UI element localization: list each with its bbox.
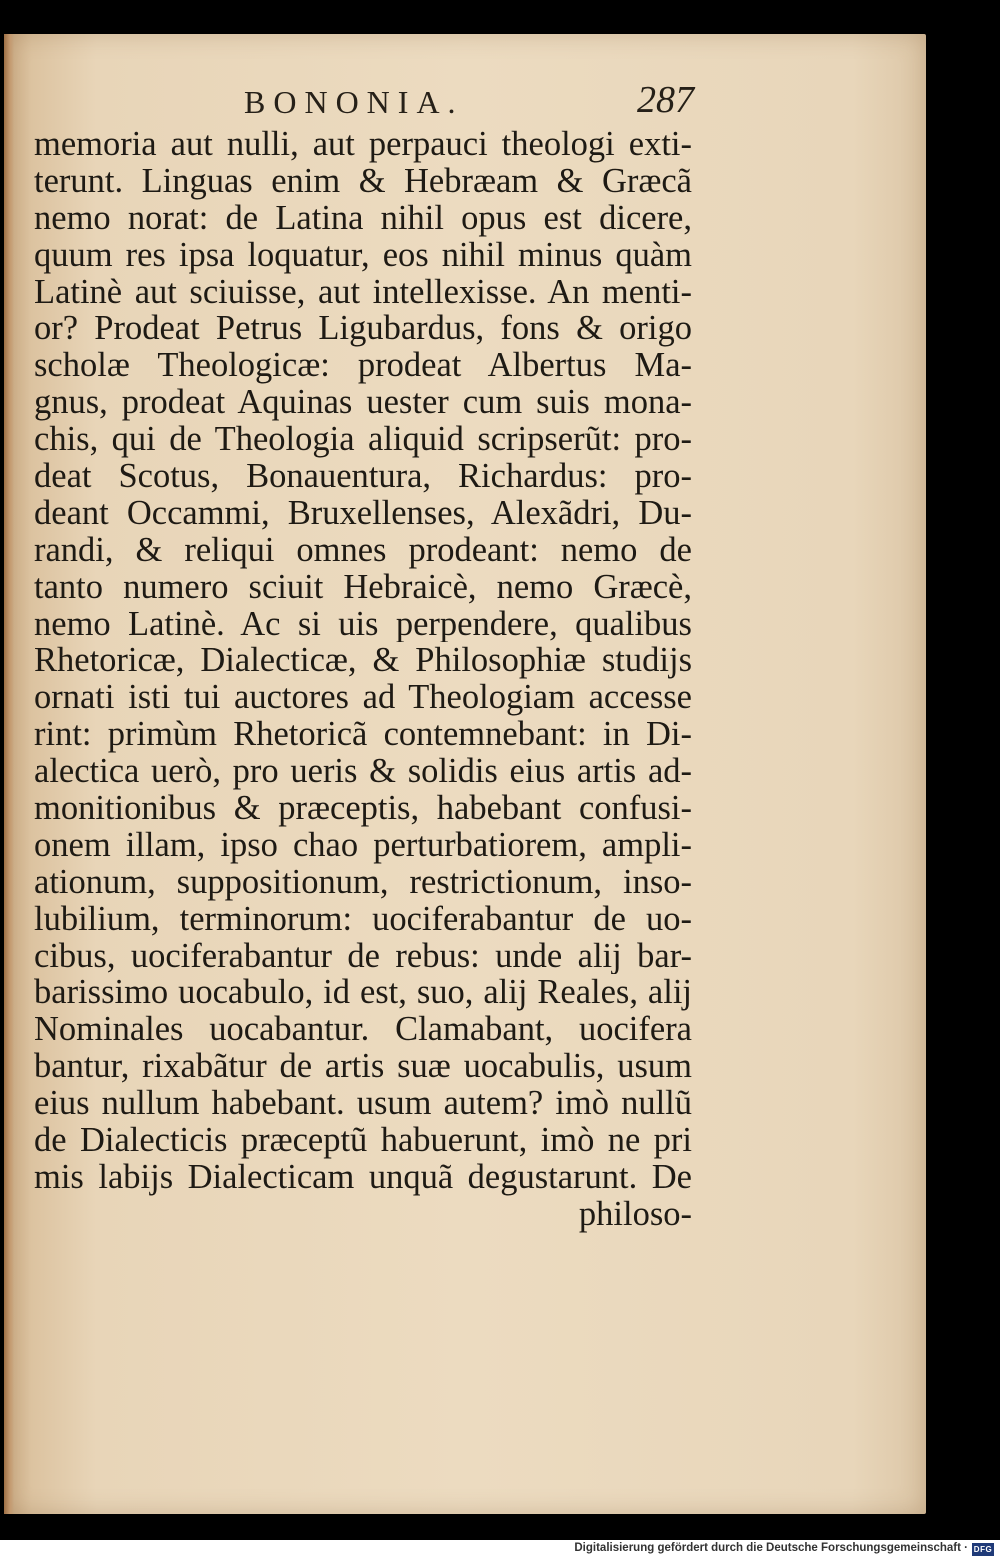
- text-line-17: rint: primùm Rhetoricã contemnebant: in Di-: [34, 716, 692, 754]
- text-line-23: cibus, uociferabantur de rebus: unde alij bar-: [34, 937, 692, 975]
- text-line-26: bantur, rixabãtur de artis suæ uocabulis, usum: [34, 1048, 692, 1086]
- text-line-14: nemo Latinè. Ac si uis perpendere, qualibus: [34, 605, 692, 643]
- text-line-30-catchword: philoso-: [578, 1195, 692, 1233]
- text-line-13: tanto numero sciuit Hebraicè, nemo Græcè,: [34, 568, 692, 606]
- text-line-11: deant Occammi, Bruxellenses, Alexãdri, Du-: [34, 494, 692, 532]
- text-line-10: deat Scotus, Bonauentura, Richardus: pro-: [34, 458, 692, 495]
- text-line-5: Latinè aut sciuisse, aut intellexisse. An menti-: [34, 273, 692, 311]
- page-gutter-edge: [4, 34, 14, 1514]
- text-line-15: Rhetoricæ, Dialecticæ, & Philosophiæ studijs: [34, 642, 692, 680]
- text-line-27: eius nullum habebant. usum autem? imò nullũ: [34, 1085, 692, 1123]
- text-line-28: de Dialecticis præceptũ habuerunt, imò ne pri: [34, 1122, 692, 1159]
- digitization-footer: [0, 1540, 1000, 1560]
- footer-credit: Digitalisierung gefördert durch die Deutsche Forschungsgemeinschaft ·: [574, 1542, 968, 1554]
- text-line-8: gnus, prodeat Aquinas uester cum suis mona-: [34, 384, 692, 422]
- text-line-2: terunt. Linguas enim & Hebræam & Græcã: [34, 162, 692, 200]
- text-line-7: scholæ Theologicæ: prodeat Albertus Ma-: [34, 347, 692, 385]
- text-line-25: Nominales uocabantur. Clamabant, uocifera: [34, 1011, 692, 1049]
- text-line-12: randi, & reliqui omnes prodeant: nemo de: [34, 531, 692, 569]
- text-line-9: chis, qui de Theologia aliquid scripserũt: pro-: [34, 421, 692, 459]
- text-line-3: nemo norat: de Latina nihil opus est dicere,: [34, 199, 692, 237]
- text-line-6: or? Prodeat Petrus Ligubardus, fons & origo: [34, 310, 692, 348]
- book-page: [4, 34, 926, 1514]
- page-number: 287: [637, 79, 694, 121]
- text-line-16: ornati isti tui auctores ad Theologiam accesse: [34, 679, 692, 717]
- text-line-1: memoria aut nulli, aut perpauci theologi exti-: [34, 126, 692, 163]
- text-line-21: ationum, suppositionum, restrictionum, inso-: [34, 863, 692, 901]
- text-line-24: barissimo uocabulo, id est, suo, alij Reales, alij: [34, 974, 692, 1012]
- text-line-22: lubilium, terminorum: uociferabantur de uo-: [34, 900, 692, 938]
- body-text: [34, 126, 692, 1233]
- text-line-20: onem illam, ipso chao perturbatiorem, ampli-: [34, 826, 692, 864]
- text-line-4: quum res ipsa loquatur, eos nihil minus quàm: [34, 236, 692, 274]
- text-line-19: monitionibus & præceptis, habebant confusi-: [34, 790, 692, 827]
- text-line-29: mis labijs Dialecticam unquã degustarunt. De: [34, 1158, 692, 1196]
- running-head: BONONIA.: [244, 84, 464, 120]
- text-line-18: alectica uerò, pro ueris & solidis eius artis ad-: [34, 753, 692, 791]
- dfg-logo-icon: DFG: [973, 1545, 993, 1554]
